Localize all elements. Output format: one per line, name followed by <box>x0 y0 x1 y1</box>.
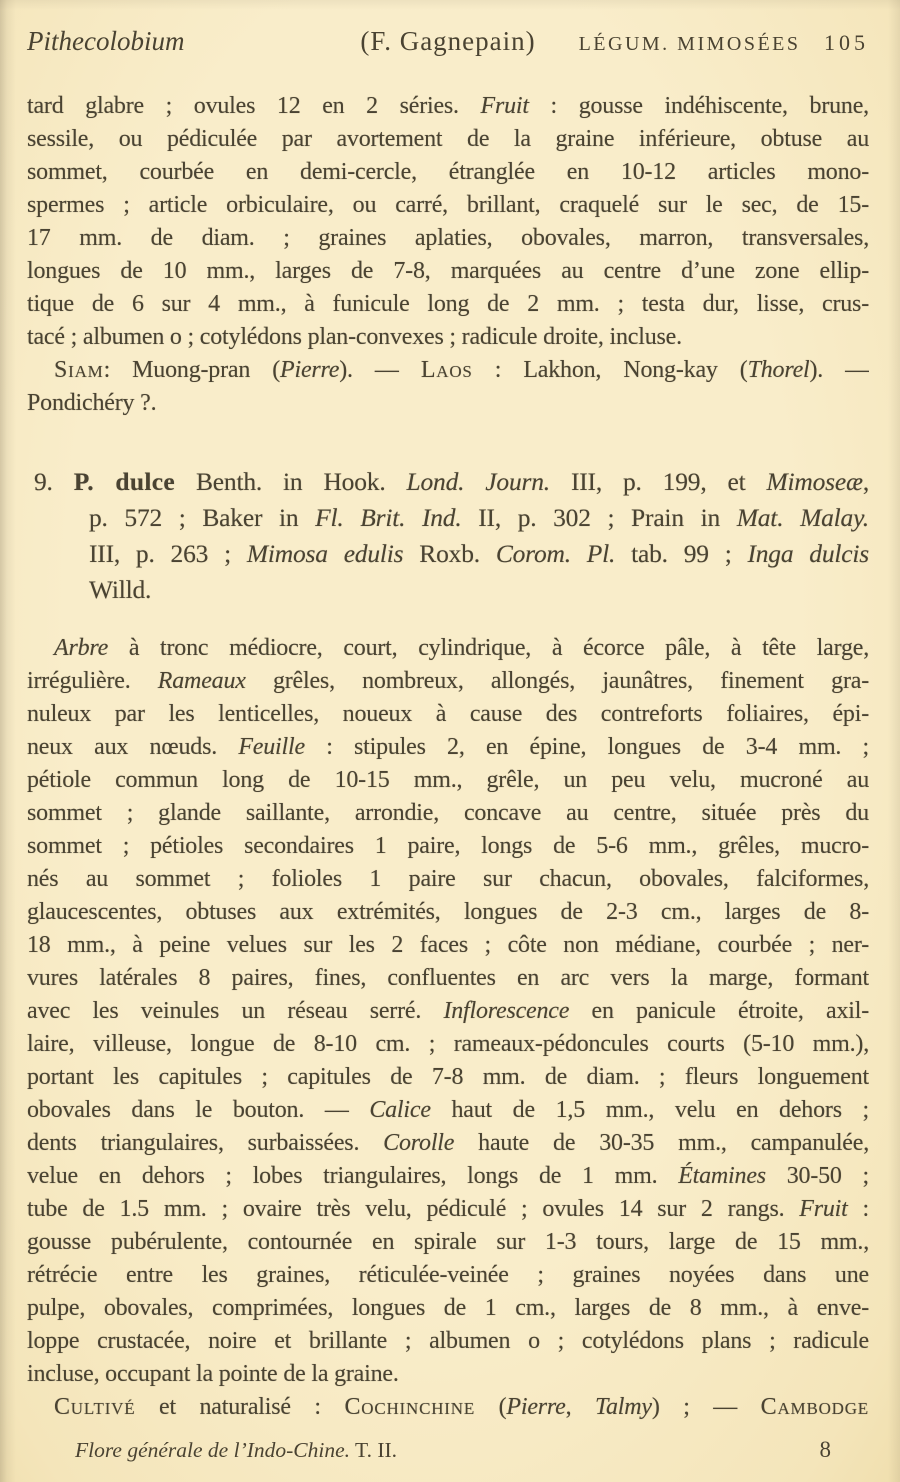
italic-text: Fl. Brit. Ind. <box>315 503 462 532</box>
text: , <box>862 467 869 496</box>
text: 30-50 ; <box>765 1163 869 1189</box>
italic-text: Calice <box>369 1097 431 1123</box>
text: sommet, courbée en demi-cercle, étranglée en 10-12 articles mono- <box>27 159 869 185</box>
text-line <box>27 288 869 321</box>
text-line <box>27 536 869 572</box>
text: tacé ; albumen o ; cotylédons plan-convexes ; radicule droite, incluse. <box>27 324 682 350</box>
text-line <box>27 632 869 665</box>
smallcaps-text: Laos <box>420 357 473 383</box>
text-line <box>27 387 869 420</box>
text-line <box>27 731 869 764</box>
species-description-continuation <box>27 90 869 354</box>
text: neux aux nœuds. <box>27 734 239 760</box>
text: : <box>847 1196 869 1222</box>
text: sessile, ou pédiculée par avortement de la graine inférieure, obtuse au <box>27 126 869 152</box>
page-footer <box>27 1437 869 1463</box>
smallcaps-text: Siam <box>54 357 104 383</box>
smallcaps-text: Cambodge <box>760 1394 869 1420</box>
text-line <box>27 156 869 189</box>
text-line <box>27 222 869 255</box>
text: longues de 10 mm., larges de 7-8, marquées au centre d’une zone ellip- <box>27 258 869 284</box>
italic-text: Étamines <box>678 1163 766 1189</box>
text: et naturalisé : <box>135 1394 345 1420</box>
italic-text: Mimoseæ <box>766 467 863 496</box>
text: III, p. 199, et <box>549 467 767 496</box>
running-head-author: (F. Gagnepain) <box>360 26 536 56</box>
text: III, p. 263 ; <box>89 539 247 568</box>
text: irrégulière. <box>27 668 158 694</box>
text-line <box>27 464 869 500</box>
text: obovales dans le bouton. — <box>27 1097 370 1123</box>
text: haut de 1,5 mm., velu en dehors ; <box>430 1097 869 1123</box>
text-line <box>27 797 869 830</box>
text: Benth. in Hook. <box>175 467 407 496</box>
italic-text: Rameaux <box>157 668 246 694</box>
text: haute de 30-35 mm., campanulée, <box>454 1130 869 1156</box>
text: spermes ; article orbiculaire, ou carré, brillant, craquelé sur le sec, de 15- <box>27 192 869 218</box>
text-line <box>27 830 869 863</box>
text: tab. 99 ; <box>615 539 748 568</box>
text: ) ; — <box>651 1394 761 1420</box>
text-line <box>27 1127 869 1160</box>
running-head-family: LÉGUM. MIMOSÉES <box>578 33 801 55</box>
italic-text: Fruit <box>799 1196 848 1222</box>
species-description <box>27 632 869 1391</box>
italic-text: Lond. Journ. <box>406 467 550 496</box>
text-line <box>27 863 869 896</box>
bold-species-name: P. dulce <box>73 467 175 496</box>
text-line <box>27 962 869 995</box>
footer-work-title <box>75 1438 820 1463</box>
text: II, p. 302 ; Prain in <box>461 503 737 532</box>
text: Roxb. <box>403 539 496 568</box>
text: ). — <box>339 357 421 383</box>
text-line <box>27 698 869 731</box>
text: incluse, occupant la pointe de la graine. <box>27 1361 399 1387</box>
text: nés au sommet ; folioles 1 paire sur chacun, obovales, falciformes, <box>27 866 869 892</box>
italic-text: Talmy <box>595 1394 652 1420</box>
text-line <box>27 764 869 797</box>
text: velue en dehors ; lobes triangulaires, longs de 1 mm. <box>27 1163 679 1189</box>
text: dents triangulaires, surbaissées. <box>27 1130 384 1156</box>
smallcaps-text: Cultivé <box>54 1394 136 1420</box>
footer-title-italic: Flore générale de l’Indo-Chine. <box>75 1438 351 1462</box>
text: : Muong-pran ( <box>103 357 281 383</box>
text: tique de 6 sur 4 mm., à funicule long de 2 mm. ; testa dur, lisse, crus- <box>27 291 869 317</box>
text: ). — <box>809 357 869 383</box>
text: 18 mm., à peine velues sur les 2 faces ; côte non médiane, courbée ; ner- <box>27 932 869 958</box>
text: : stipules 2, en épine, longues de 3-4 mm. ; <box>304 734 869 760</box>
text-line <box>27 321 869 354</box>
text-line <box>27 1226 869 1259</box>
running-head-family-page <box>536 30 869 56</box>
text: loppe crustacée, noire et brillante ; albumen o ; cotylédons plans ; radicule <box>27 1328 869 1354</box>
text: gousse pubérulente, contournée en spirale sur 1-3 tours, large de 15 mm., <box>27 1229 869 1255</box>
running-head-genus: Pithecolobium <box>27 26 185 56</box>
italic-text: Arbre <box>54 635 109 661</box>
text: tard glabre ; ovules 12 en 2 séries. <box>27 93 481 119</box>
running-head <box>27 26 869 70</box>
text: vures latérales 8 paires, fines, confluentes en arc vers la marge, formant <box>27 965 869 991</box>
text-line <box>27 1391 869 1424</box>
text: grêles, nombreux, allongés, jaunâtres, finement gra- <box>245 668 869 694</box>
text: sommet ; glande saillante, arrondie, concave au centre, située près du <box>27 800 869 826</box>
species-heading <box>27 464 869 608</box>
text: laire, villeuse, longue de 8-10 cm. ; rameaux-pédoncules courts (5-10 mm.), <box>27 1031 869 1057</box>
text-line <box>27 1259 869 1292</box>
italic-text: Corolle <box>383 1130 455 1156</box>
text-line <box>27 1061 869 1094</box>
italic-text: Inflorescence <box>443 998 570 1024</box>
text-line <box>27 255 869 288</box>
text: Willd. <box>89 575 152 604</box>
text-body <box>27 90 869 1424</box>
text-line <box>27 123 869 156</box>
text-line <box>27 1028 869 1061</box>
text-line <box>27 929 869 962</box>
text: pétiole commun long de 10-15 mm., grêle, un peu velu, mucroné au <box>27 767 869 793</box>
text-line <box>27 665 869 698</box>
text: ( <box>475 1394 507 1420</box>
text-line <box>27 1160 869 1193</box>
distribution-paragraph <box>27 354 869 420</box>
text-line <box>27 1094 869 1127</box>
text: nuleux par les lenticelles, noueux à cause des contreforts foliaires, épi- <box>27 701 869 727</box>
text: 9. <box>34 467 74 496</box>
text: avec les veinules un réseau serré. <box>27 998 444 1024</box>
italic-text: Fruit <box>480 93 529 119</box>
text-line <box>27 896 869 929</box>
italic-text: Thorel <box>747 357 810 383</box>
italic-text: Corom. Pl. <box>495 539 616 568</box>
text: Pondichéry ?. <box>27 390 157 416</box>
smallcaps-text: Cochinchine <box>344 1394 476 1420</box>
italic-text: Pierre <box>280 357 340 383</box>
text-line <box>27 1193 869 1226</box>
text: sommet ; pétioles secondaires 1 paire, longs de 5-6 mm., grêles, mucro- <box>27 833 869 859</box>
text-line <box>27 572 869 608</box>
italic-text: Mimosa edulis <box>246 539 404 568</box>
text-line <box>27 1325 869 1358</box>
text: tube de 1.5 mm. ; ovaire très velu, pédiculé ; ovules 14 sur 2 rangs. <box>27 1196 800 1222</box>
text-line <box>27 90 869 123</box>
text: 17 mm. de diam. ; graines aplaties, obovales, marron, transversales, <box>27 225 869 251</box>
text-line <box>27 500 869 536</box>
italic-text: Inga dulcis <box>747 539 869 568</box>
text: , <box>565 1394 596 1420</box>
page-number: 105 <box>824 30 870 55</box>
text: p. 572 ; Baker in <box>89 503 316 532</box>
italic-text: Mat. Malay. <box>736 503 869 532</box>
text-line <box>27 1292 869 1325</box>
text-line <box>27 995 869 1028</box>
text: à tronc médiocre, court, cylindrique, à écorce pâle, à tête large, <box>108 635 869 661</box>
signature-mark: 8 <box>819 1437 831 1462</box>
italic-text: Feuille <box>238 734 305 760</box>
text: : Lakhon, Nong-kay ( <box>472 357 748 383</box>
text: portant les capitules ; capitules de 7-8 mm. de diam. ; fleurs longuement <box>27 1064 869 1090</box>
text-line <box>27 189 869 222</box>
text: rétrécie entre les graines, réticulée-veinée ; graines noyées dans une <box>27 1262 869 1288</box>
text: : gousse indéhiscente, brune, <box>528 93 869 119</box>
text: glaucescentes, obtuses aux extrémités, longues de 2-3 cm., larges de 8- <box>27 899 869 925</box>
footer-volume: T. II. <box>355 1438 398 1462</box>
italic-text: Pierre <box>506 1394 566 1420</box>
text: pulpe, obovales, comprimées, longues de 1 cm., larges de 8 mm., à enve- <box>27 1295 869 1321</box>
text: en panicule étroite, axil- <box>569 998 869 1024</box>
text-line <box>27 354 869 387</box>
text-line <box>27 1358 869 1391</box>
cultivation-paragraph <box>27 1391 869 1424</box>
